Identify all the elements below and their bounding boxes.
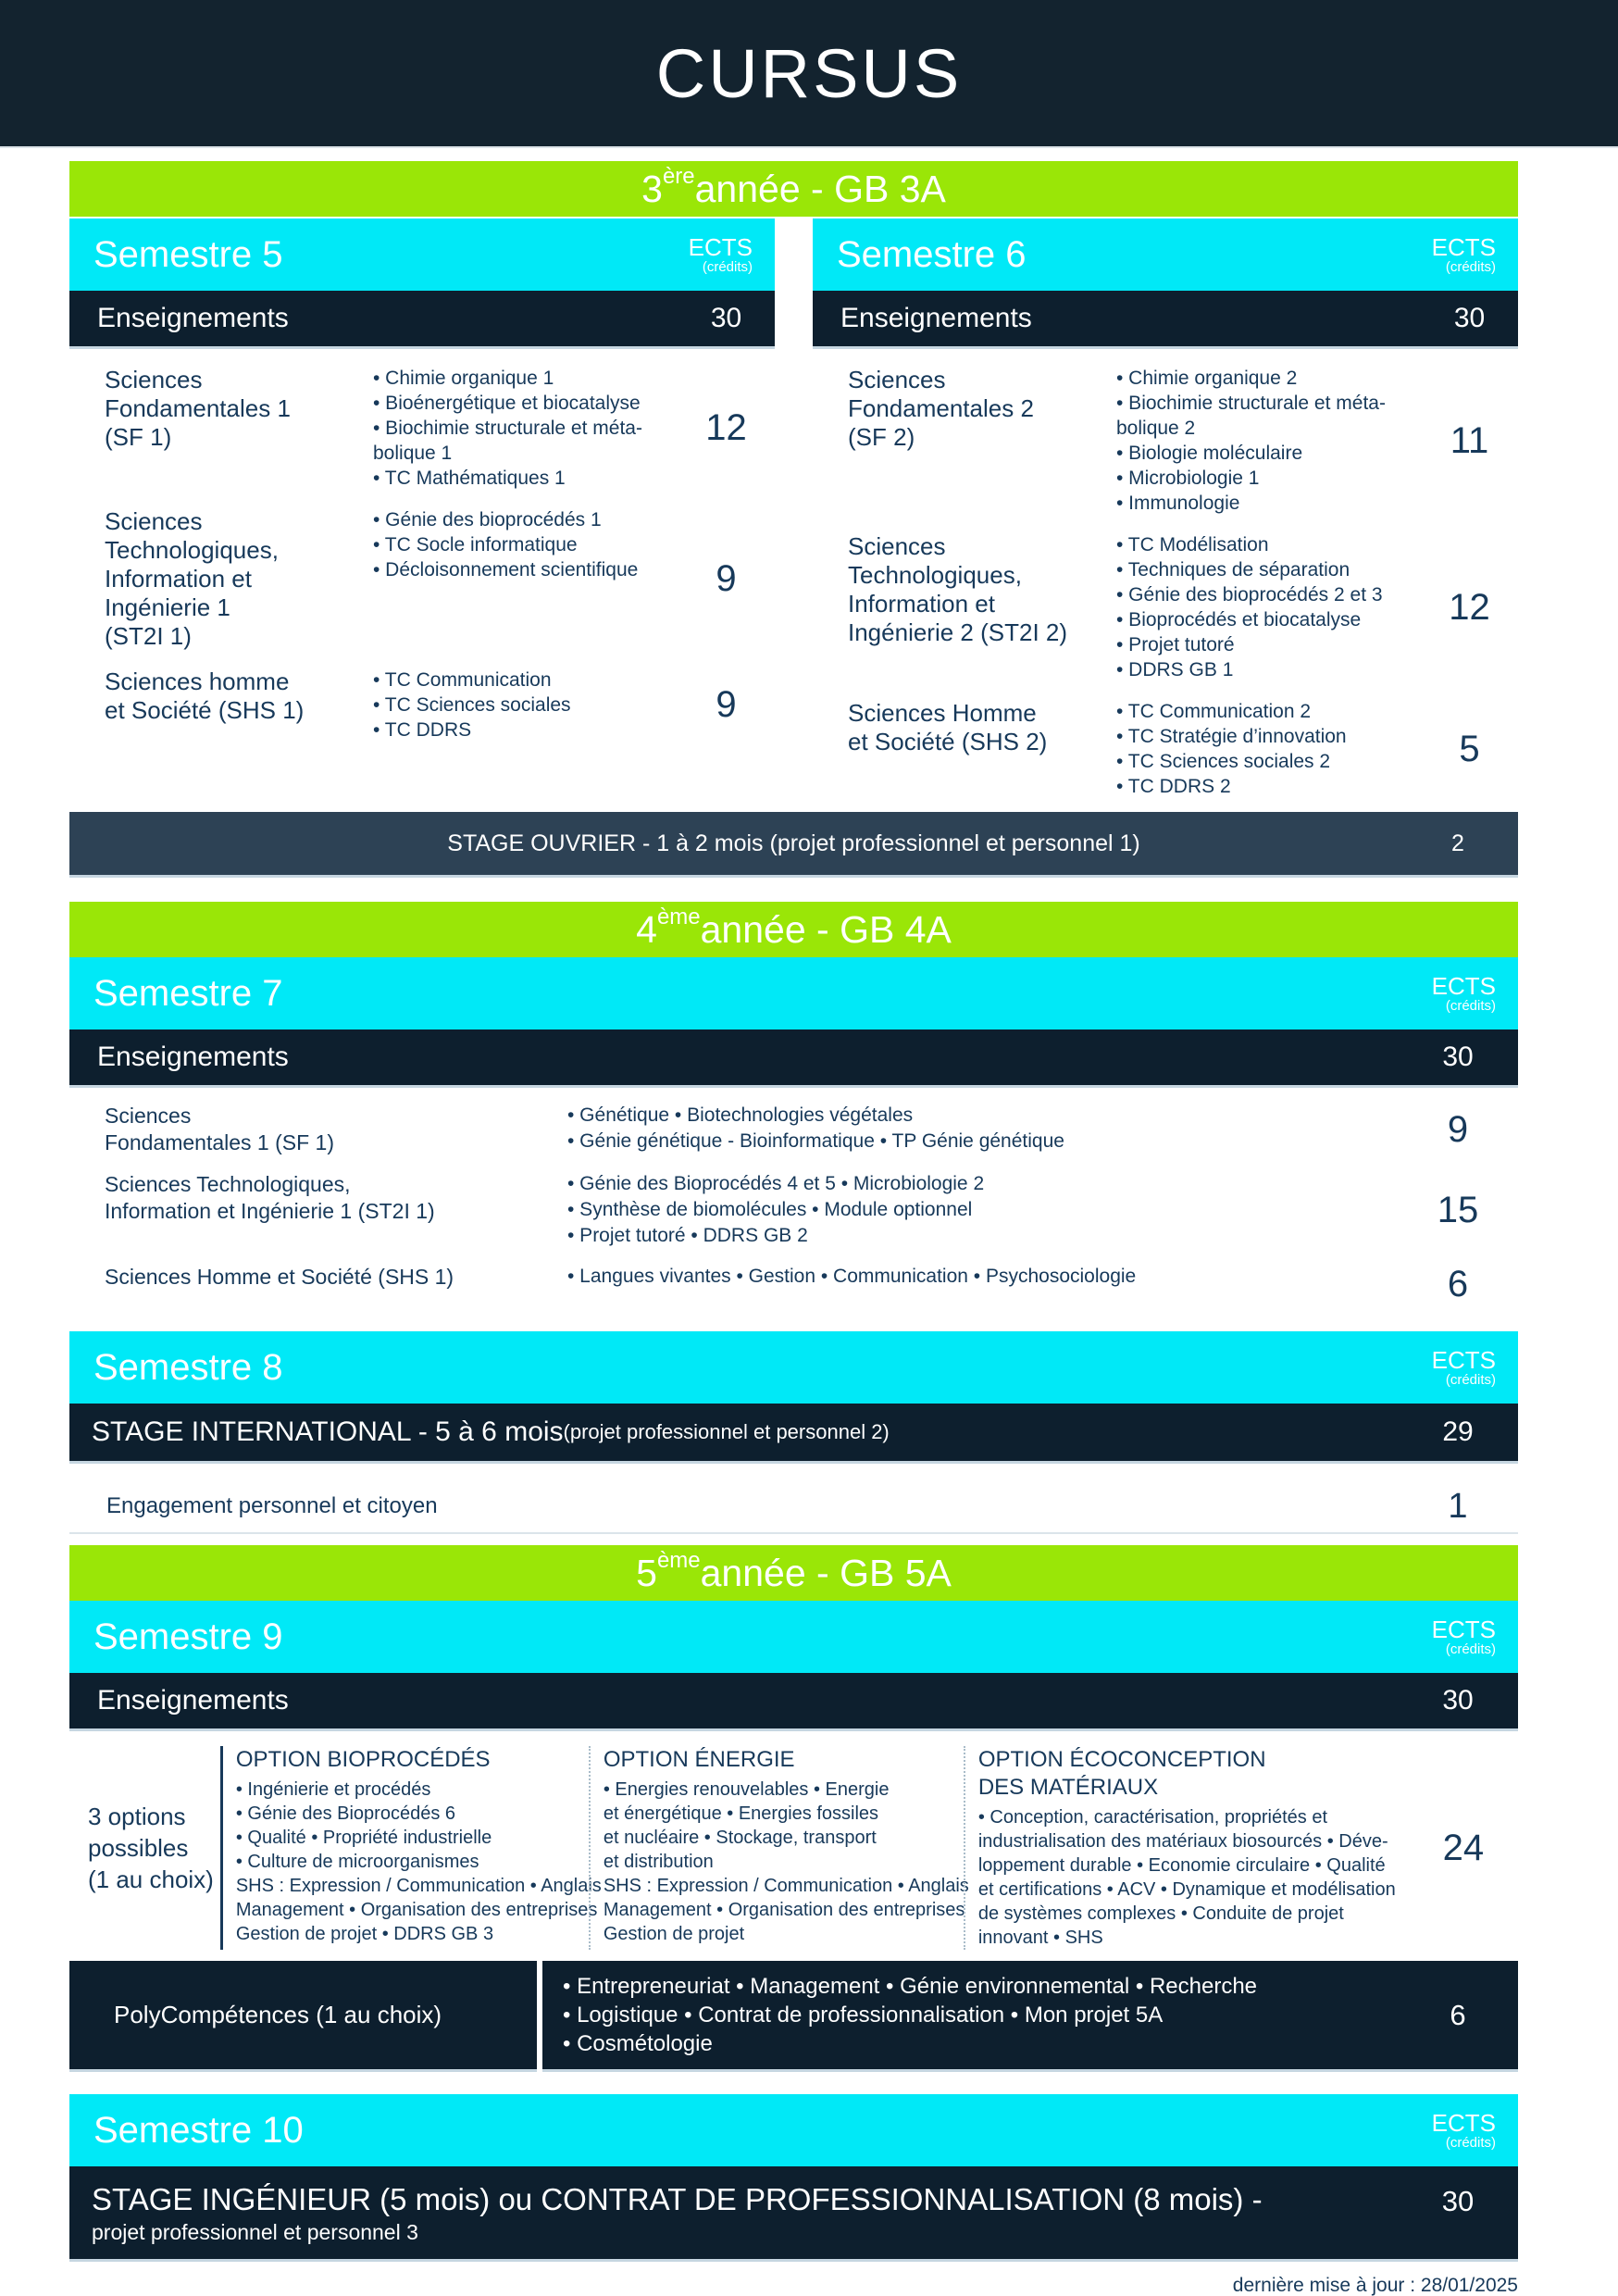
course-bullet-list [1116,532,1421,682]
label-line: et Société (SHS 1) [105,696,305,724]
label-line: Sciences [105,1104,192,1128]
bullet-line: • TC Modélisation [1116,534,1269,555]
ects-value: 12 [705,407,747,448]
label-line: Sciences Homme [848,699,1037,727]
option-body [235,1778,602,1946]
ects-value: 9 [716,558,737,599]
ects-value: 12 [1449,586,1490,628]
stage-ingenieur-bar [69,2166,1518,2262]
option-body [978,1805,1396,1950]
bullet-line: • Cosmétologie [563,2031,713,2056]
credits-label: (crédits) [1445,1641,1496,1657]
year4-suffix: ème [656,905,701,930]
stage-ouvrier-text: STAGE OUVRIER - 1 à 2 mois (projet professionnel et personnel 1) [447,830,1140,856]
year3-text: année - GB 3A [694,167,946,210]
course-category-label [105,1103,567,1156]
ects-header [689,234,753,275]
ects-value: 15 [1437,1189,1479,1230]
table-row-sf2 [813,349,1518,516]
bullet-line: • Projet tutoré • DDRS GB 2 [567,1225,808,1246]
option-line: SHS : Expression / Communication • Anglais [603,1876,969,1896]
year-banner-gb3a [69,161,1518,217]
course-category-label [105,1264,567,1305]
bullet-line: • TC Communication [373,669,552,691]
semestre-10-title: Semestre 10 [93,2109,304,2151]
label-line: Information et [105,565,252,593]
option-line: • Conception, caractérisation, propriétés et [977,1807,1328,1828]
option-line: innovant • SHS [977,1928,1103,1948]
stage-international-ects: 29 [1442,1416,1474,1447]
ects-header [1432,2110,1496,2151]
semestre-9-title: Semestre 9 [93,1616,283,1657]
course-bullet-list [373,366,678,491]
option-ecoconception [965,1746,1409,1950]
bullet-line: • Génie des bioprocédés 2 et 3 [1116,584,1383,605]
bullet-line: • Techniques de séparation [1116,559,1350,580]
option-energie [591,1746,969,1950]
course-category-label [105,366,373,491]
label-line: 3 options [88,1803,186,1830]
page-title: CURSUS [655,34,963,112]
semestre-9-total-ects: 30 [1442,1685,1474,1716]
semestre-7-enseignements-bar [69,1029,1518,1088]
ects-label: ECTS [1431,971,1496,1000]
ects-header [1432,973,1496,1014]
stage-ouvrier-ects: 2 [1451,830,1464,856]
label-line: (SF 2) [848,423,915,451]
option-bioprocedes [223,1746,602,1950]
course-category-label [105,1171,567,1249]
bullet-line: • TC Stratégie d’innovation [1116,726,1347,747]
credits-label: (crédits) [702,258,753,275]
bullet-line: • Projet tutoré [1116,634,1235,655]
option-title: OPTION ÉNERGIE [603,1747,795,1772]
year3-number: 3 [641,167,663,210]
bullet-line: • Génie des bioprocédés 1 [373,509,602,530]
ects-header [1432,1616,1496,1657]
bullet-line: • Génie génétique - Bioinformatique • TP Génie génétique [567,1130,1064,1152]
ects-label: ECTS [1431,2108,1496,2137]
option-line: • Ingénierie et procédés [235,1779,431,1800]
label-line: Sciences [105,507,203,535]
semestre-9-enseignements-bar [69,1673,1518,1731]
stage-ouvrier-bar [69,812,1518,878]
ects-value: 6 [1447,1264,1469,1304]
label-line: Information et [848,590,995,618]
semestre-7-total-ects: 30 [1442,1042,1474,1072]
bullet-line: • TC Sciences sociales [373,694,571,716]
bullet-line: • TC Communication 2 [1116,701,1312,722]
bullet-line: • Chimie organique 1 [373,368,554,389]
course-bullet-list [567,1264,1398,1305]
year5-text: année - GB 5A [700,1551,952,1594]
option-line: Gestion de projet • DDRS GB 3 [235,1924,494,1944]
bullet-line: • Décloisonnement scientifique [373,559,639,580]
option-title: OPTION BIOPROCÉDÉS [235,1747,491,1772]
bullet-line: • Biologie moléculaire [1116,443,1303,464]
option-body [603,1778,969,1946]
table-row-shs1 [69,651,775,742]
option-line: Management • Organisation des entreprises [235,1900,598,1920]
last-update-note: dernière mise à jour : 28/01/2025 [1232,2275,1518,2296]
semestre-6-title: Semestre 6 [837,233,1027,275]
bullet-line: • Langues vivantes • Gestion • Communication • Psychosociologie [567,1266,1137,1287]
label-line: (1 au choix) [88,1866,214,1893]
year-banner-gb5a [69,1545,1518,1601]
label-line: Technologiques, [105,536,279,564]
course-category-label [105,668,373,742]
bullet-line: • Génétique • Biotechnologies végétales [567,1104,914,1126]
ects-header [1432,234,1496,275]
semestre-8-title: Semestre 8 [93,1346,283,1388]
engagement-ects: 1 [1448,1486,1468,1526]
ects-value: 5 [1459,728,1480,769]
option-title: OPTION ÉCOCONCEPTION [977,1747,1266,1772]
semestre-7-header [69,957,1518,1029]
label-line: (ST2I 1) [105,622,192,650]
bullet-line: • DDRS GB 1 [1116,659,1234,680]
bullet-line: • Bioprocédés et biocatalyse [1116,609,1362,630]
semestre-8-header [69,1331,1518,1404]
course-category-label [848,366,1116,516]
bullet-line: • Génie des Bioprocédés 4 et 5 • Microbiologie 2 [567,1173,985,1194]
option-line: Gestion de projet [603,1924,745,1944]
table-row-s7-st2i1 [69,1156,1518,1249]
ects-label: ECTS [1431,232,1496,261]
polycompetences-ects: 6 [1450,1998,1466,2031]
polycompetences-label: PolyCompétences (1 au choix) [69,1961,537,2072]
option-line: • Qualité • Propriété industrielle [235,1828,492,1848]
bullet-line: • TC Mathématiques 1 [373,468,566,489]
option-title: DES MATÉRIAUX [977,1775,1159,1800]
label-line: Technologiques, [848,561,1022,589]
year4-text: année - GB 4A [700,907,952,951]
bullet-line: bolique 1 [373,443,453,464]
options-ects-value: 24 [1442,1827,1485,1868]
polycompetences-content [542,1961,1518,2072]
semestre-6-header [813,218,1518,291]
table-row-st2i1 [69,491,775,651]
ects-value: 9 [1447,1108,1469,1150]
semestre-9-header [69,1601,1518,1673]
enseignements-label: Enseignements [97,1042,289,1072]
course-category-label [105,507,373,651]
options-choice-label [69,1746,220,1950]
label-line: Sciences Technologiques, [105,1172,351,1196]
semestre-6-total-ects: 30 [1453,303,1486,333]
label-line: Sciences [105,366,203,393]
table-row-st2i2 [813,516,1518,682]
option-line: de systèmes complexes • Conduite de projet [977,1903,1344,1924]
option-line: Management • Organisation des entreprises [603,1900,965,1920]
option-line: • Génie des Bioprocédés 6 [235,1803,455,1824]
bullet-line: • Biochimie structurale et méta- [373,418,642,439]
document-header [0,0,1618,148]
stage-international-text: STAGE INTERNATIONAL - 5 à 6 mois [92,1416,564,1447]
bullet-line: • Synthèse de biomolécules • Module optionnel [567,1199,973,1220]
enseignements-label: Enseignements [97,303,289,333]
course-category-label [848,699,1116,799]
option-line: et certifications • ACV • Dynamique et modélisation [977,1879,1396,1900]
label-line: Fondamentales 2 [848,394,1034,422]
label-line: (SF 1) [105,423,172,451]
option-line: • Energies renouvelables • Energie [603,1779,890,1800]
course-bullet-list [1116,699,1421,799]
option-line: SHS : Expression / Communication • Anglais [235,1876,602,1896]
semestre-6-table [813,218,1518,799]
label-line: Information et Ingénierie 1 (ST2I 1) [105,1199,435,1223]
poly-bullet-list [542,1961,1398,2069]
credits-label: (crédits) [1445,1371,1496,1388]
year5-number: 5 [636,1551,657,1594]
table-row-s7-shs1 [69,1249,1518,1318]
engagement-row [69,1480,1518,1534]
credits-label: (crédits) [1445,2134,1496,2151]
label-line: Ingénierie 2 (ST2I 2) [848,618,1068,646]
course-bullet-list [373,668,678,742]
bullet-line: • TC DDRS [373,719,472,741]
bullet-line: • TC Sciences sociales 2 [1116,751,1331,772]
enseignements-label: Enseignements [97,1685,289,1716]
semestre-10-header [69,2094,1518,2166]
content-area [69,161,1518,2296]
bullet-line: bolique 2 [1116,418,1196,439]
stage-ingenieur-ects: 30 [1441,2185,1475,2217]
bullet-line: • Logistique • Contrat de professionnalisation • Mon projet 5A [563,2003,1164,2028]
course-category-label [848,532,1116,682]
ects-value: 9 [716,684,737,725]
enseignements-label: Enseignements [840,303,1032,333]
bullet-line: • Microbiologie 1 [1116,468,1260,489]
ects-value: 11 [1450,419,1489,461]
options-row [69,1731,1518,1961]
option-line: • Culture de microorganismes [235,1852,479,1872]
bullet-line: • Biochimie structurale et méta- [1116,393,1386,414]
stage-ingenieur-main: STAGE INGÉNIEUR (5 mois) ou CONTRAT DE PROFESSIONNALISATION (8 mois) - [92,2182,1263,2216]
semestre-6-enseignements-bar [813,291,1518,349]
semester-5-6-columns [69,218,1518,799]
year4-number: 4 [636,907,657,951]
bullet-line: • Bioénergétique et biocatalyse [373,393,641,414]
ects-label: ECTS [1431,1615,1496,1643]
label-line: Sciences [848,532,946,560]
semestre-5-table [69,218,775,799]
stage-international-subtext: (projet professionnel et personnel 2) [563,1420,890,1443]
engagement-label: Engagement personnel et citoyen [106,1493,438,1518]
label-line: Fondamentales 1 [105,394,291,422]
ects-header [1432,1347,1496,1388]
ects-label: ECTS [688,232,753,261]
course-bullet-list [373,507,678,651]
option-line: et distribution [603,1852,714,1872]
label-line: Sciences [848,366,946,393]
label-line: Fondamentales 1 (SF 1) [105,1130,335,1154]
ects-label: ECTS [1431,1345,1496,1374]
bullet-line: • TC DDRS 2 [1116,776,1231,797]
bullet-line: • Immunologie [1116,493,1240,514]
option-line: et énergétique • Energies fossiles [603,1803,879,1824]
semestre-5-enseignements-bar [69,291,775,349]
label-line: possibles [88,1834,189,1862]
table-row-shs2 [813,682,1518,799]
stage-ingenieur-text [92,2181,1398,2246]
bullet-line: • Entrepreneuriat • Management • Génie environnemental • Recherche [563,1974,1258,1999]
label-line: Sciences Homme et Société (SHS 1) [105,1265,454,1289]
label-line: Sciences homme [105,668,290,695]
stage-ingenieur-sub: projet professionnel et personnel 3 [92,2220,418,2244]
stage-international-bar [69,1404,1518,1464]
polycompetences-bar [69,1961,1518,2072]
course-bullet-list [1116,366,1421,516]
bullet-line: • Chimie organique 2 [1116,368,1298,389]
semestre-5-title: Semestre 5 [93,233,283,275]
option-line: industrialisation des matériaux biosourcés • Déve- [977,1831,1388,1852]
label-line: et Société (SHS 2) [848,728,1048,755]
course-bullet-list [567,1103,1398,1156]
credits-label: (crédits) [1445,258,1496,275]
table-row-s7-sf1 [69,1088,1518,1156]
semestre-5-header [69,218,775,291]
label-line: Ingénierie 1 [105,593,230,621]
option-line: et nucléaire • Stockage, transport [603,1828,877,1848]
course-bullet-list [567,1171,1398,1249]
year-banner-gb4a [69,902,1518,957]
option-line: loppement durable • Economie circulaire • Qualité [977,1855,1386,1876]
year3-suffix: ère [662,164,695,189]
table-row-sf1 [69,349,775,491]
semestre-5-total-ects: 30 [710,303,742,333]
semestre-7-title: Semestre 7 [93,972,283,1014]
bullet-line: • TC Socle informatique [373,534,578,555]
year5-suffix: ème [656,1548,701,1573]
credits-label: (crédits) [1445,997,1496,1014]
